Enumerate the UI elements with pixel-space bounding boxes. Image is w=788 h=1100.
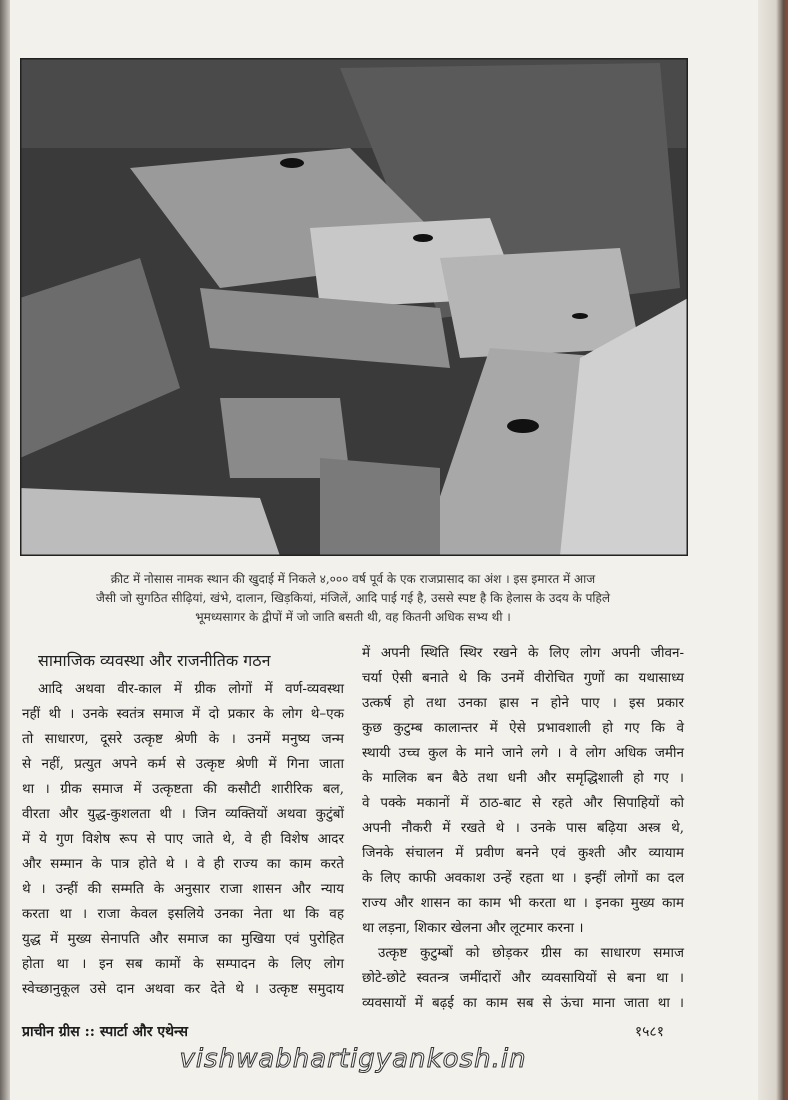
two-columns xyxy=(22,641,684,1016)
text-line: से नहीं, प्रत्युत अपने कर्म से उत्कृष्ट श्रेणी में गिना जाता xyxy=(22,756,344,772)
text-line: व्यवसायों में बढ़ई का काम सब से ऊंचा माना जाता था । xyxy=(362,995,684,1011)
photo-caption-line: क्रीट में नोसास नामक स्थान की खुदाई में निकले ४,००० वर्ष पूर्व के एक राजप्रासाद का अंश । इस इमारत में आज xyxy=(110,572,596,586)
right-column xyxy=(362,641,684,1016)
photo-caption xyxy=(22,570,684,627)
text-line: के लिए काफी अवकाश उन्हें रहता था । इन्हीं लोगों का दल xyxy=(362,870,684,886)
text-area xyxy=(22,570,684,1074)
text-line: उत्कृष्ट कुटुम्बों को छोड़कर ग्रीस का साधारण समाज xyxy=(378,945,684,961)
page-shadow-left xyxy=(0,0,10,1100)
text-line: छोटे-छोटे स्वतन्त्र जमींदारों और व्यवसायियों से बना था । xyxy=(362,970,684,986)
text-line: जिनके संचालन में प्रवीण बनने एवं कुश्ती और व्यायाम xyxy=(362,845,684,861)
left-column xyxy=(22,641,344,1016)
text-line: में ये गुण विशेष रूप से पाए जाते थे, वे ही विशेष आदर xyxy=(22,831,344,847)
text-line: था । ग्रीक समाज में उत्कृष्टता की कसौटी शारीरिक बल, xyxy=(22,781,344,797)
ruins-image-icon xyxy=(20,58,688,556)
section-heading: सामाजिक व्यवस्था और राजनीतिक गठन xyxy=(38,651,271,670)
text-line: तो साधारण, दूसरे उत्कृष्ट श्रेणी के । उनमें मनुष्य जन्म xyxy=(22,731,344,747)
text-line: युद्ध में मुख्य सेनापति और समाज का मुखिया एवं पुरोहित xyxy=(22,931,344,947)
text-line: राज्य और शासन का काम भी करता था । इनका मुख्य काम xyxy=(362,895,684,911)
photo-caption-line: जैसी जो सुगठित सीढ़ियां, खंभे, दालान, खिड़कियां, मंजिलें, आदि पाई गई है, उससे स्पष्ट है कि हेलास के उदय के पहिले xyxy=(95,591,611,605)
text-line: में अपनी स्थिति स्थिर रखने के लिए लोग अपनी जीवन- xyxy=(362,645,684,661)
text-line: कुछ कुटुम्ब कालान्तर में ऐसे प्रभावशाली हो गए कि वे xyxy=(362,720,684,736)
text-line: उत्कर्ष हो तथा उनका ह्रास न होने पाए । इस प्रकार xyxy=(362,695,684,711)
text-line: और सम्मान के पात्र होते थे । वे ही राज्य का काम करते xyxy=(22,856,344,872)
running-footer-title: प्राचीन ग्रीस :: स्पार्टा और एथेन्स xyxy=(22,1024,188,1040)
text-line: स्थायी उच्च कुल के माने जाने लगे । वे लोग अधिक जमीन xyxy=(362,745,684,761)
photo-caption-line: भूमध्यसागर के द्वीपों में जो जाति बसती थी, वह कितनी अधिक सभ्य थी । xyxy=(195,610,511,624)
text-line: नहीं थी । उनके स्वतंत्र समाज में दो प्रकार के लोग थे–एक xyxy=(22,706,344,722)
page-footer xyxy=(22,1022,684,1042)
text-line: करता था । राजा केवल इसलिये उनका नेता था कि वह xyxy=(22,906,344,922)
excavation-photo xyxy=(20,58,688,556)
text-line: था लड़ना, शिकार खेलना और लूटमार करना । xyxy=(362,920,584,936)
book-edge-right xyxy=(758,0,788,1100)
text-line: स्वेच्छानुकूल उसे दान अथवा कर देते थे । उत्कृष्ट समुदाय xyxy=(22,981,344,997)
text-line: वे पक्के मकानों में ठाठ-बाट से रहते और सिपाहियों को xyxy=(362,795,684,811)
text-line: चर्या ऐसी बनाते थे कि उनमें वीरोचित गुणों का यथासाध्य xyxy=(362,670,684,686)
text-line: वीरता और युद्ध-कुशलता थी । जिन व्यक्तियों अथवा कुटुंबों xyxy=(22,806,344,822)
text-line: होता था । इन सब कामों के सम्पादन के लिए लोग xyxy=(22,956,344,972)
text-line: अपनी नौकरी में रखते थे । उनके पास बढ़िया अस्त्र थे, xyxy=(362,820,684,836)
page-number: १५८१ xyxy=(634,1024,664,1040)
watermark: vishwabhartigyankosh.in xyxy=(179,1044,527,1074)
text-line: आदि अथवा वीर-काल में ग्रीक लोगों में वर्ण-व्यवस्था xyxy=(38,681,344,697)
text-line: थे । उन्हीं की सम्मति के अनुसार राजा शासन और न्याय xyxy=(22,881,344,897)
text-line: के मालिक बन बैठे तथा धनी और समृद्धिशाली हो गए । xyxy=(362,770,684,786)
